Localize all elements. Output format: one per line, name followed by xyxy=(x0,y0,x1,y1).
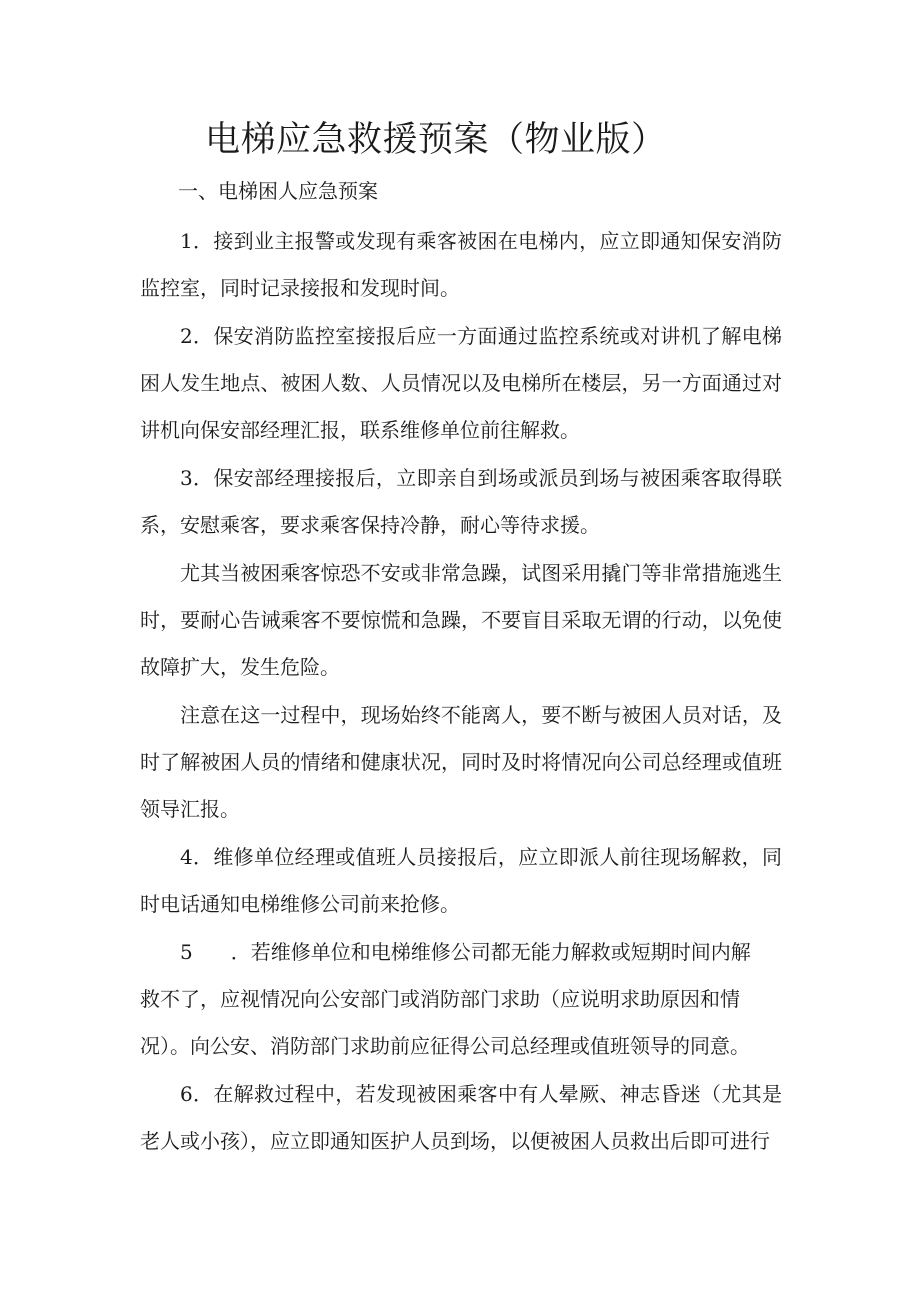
paragraph-3: 3．保安部经理接报后，立即亲自到场或派员到场与被困乘客取得联系，安慰乘客，要求乘客保持冷静，耐心等待求援。 xyxy=(140,466,782,537)
paragraph-5-text: ．若维修单位和电梯维修公司都无能力解救或短期时间内解救不了，应视情况向公安部门或消防部门求助（应说明求助原因和情况）。向公安、消防部门求助前应征得公司总经理或值班领导的同意。 xyxy=(140,940,751,1058)
paragraph-6: 6．在解救过程中，若发现被困乘客中有人晕厥、神志昏迷（尤其是老人或小孩），应立即通知医护人员到场，以便被困人员救出后即可进行 xyxy=(140,1082,782,1153)
paragraph-1: 1．接到业主报警或发现有乘客被困在电梯内，应立即通知保安消防监控室，同时记录接报和发现时间。 xyxy=(140,229,782,300)
paragraph-note-attendance: 注意在这一过程中，现场始终不能离人，要不断与被困人员对话，及时了解被困人员的情绪和健康状况，同时及时将情况向公司总经理或值班领导汇报。 xyxy=(140,703,782,821)
paragraph-4: 4．维修单位经理或值班人员接报后，应立即派人前往现场解救，同时电话通知电梯维修公司前来抢修。 xyxy=(140,845,782,916)
section-heading: 一、电梯困人应急预案 xyxy=(178,179,378,203)
paragraph-2: 2．保安消防监控室接报后应一方面通过监控系统或对讲机了解电梯困人发生地点、被困人数、人员情况以及电梯所在楼层，另一方面通过对讲机向保安部经理汇报，联系维修单位前往解救。 xyxy=(140,324,782,442)
paragraph-5 xyxy=(140,929,762,1070)
paragraph-note-panic: 尤其当被困乘客惊恐不安或非常急躁，试图采用撬门等非常措施逃生时，要耐心告诫乘客不要惊慌和急躁，不要盲目采取无谓的行动，以免使故障扩大，发生危险。 xyxy=(140,561,782,679)
document-title: 电梯应急救援预案（物业版） xyxy=(205,120,667,160)
paragraph-5-number: 5 xyxy=(180,940,193,964)
